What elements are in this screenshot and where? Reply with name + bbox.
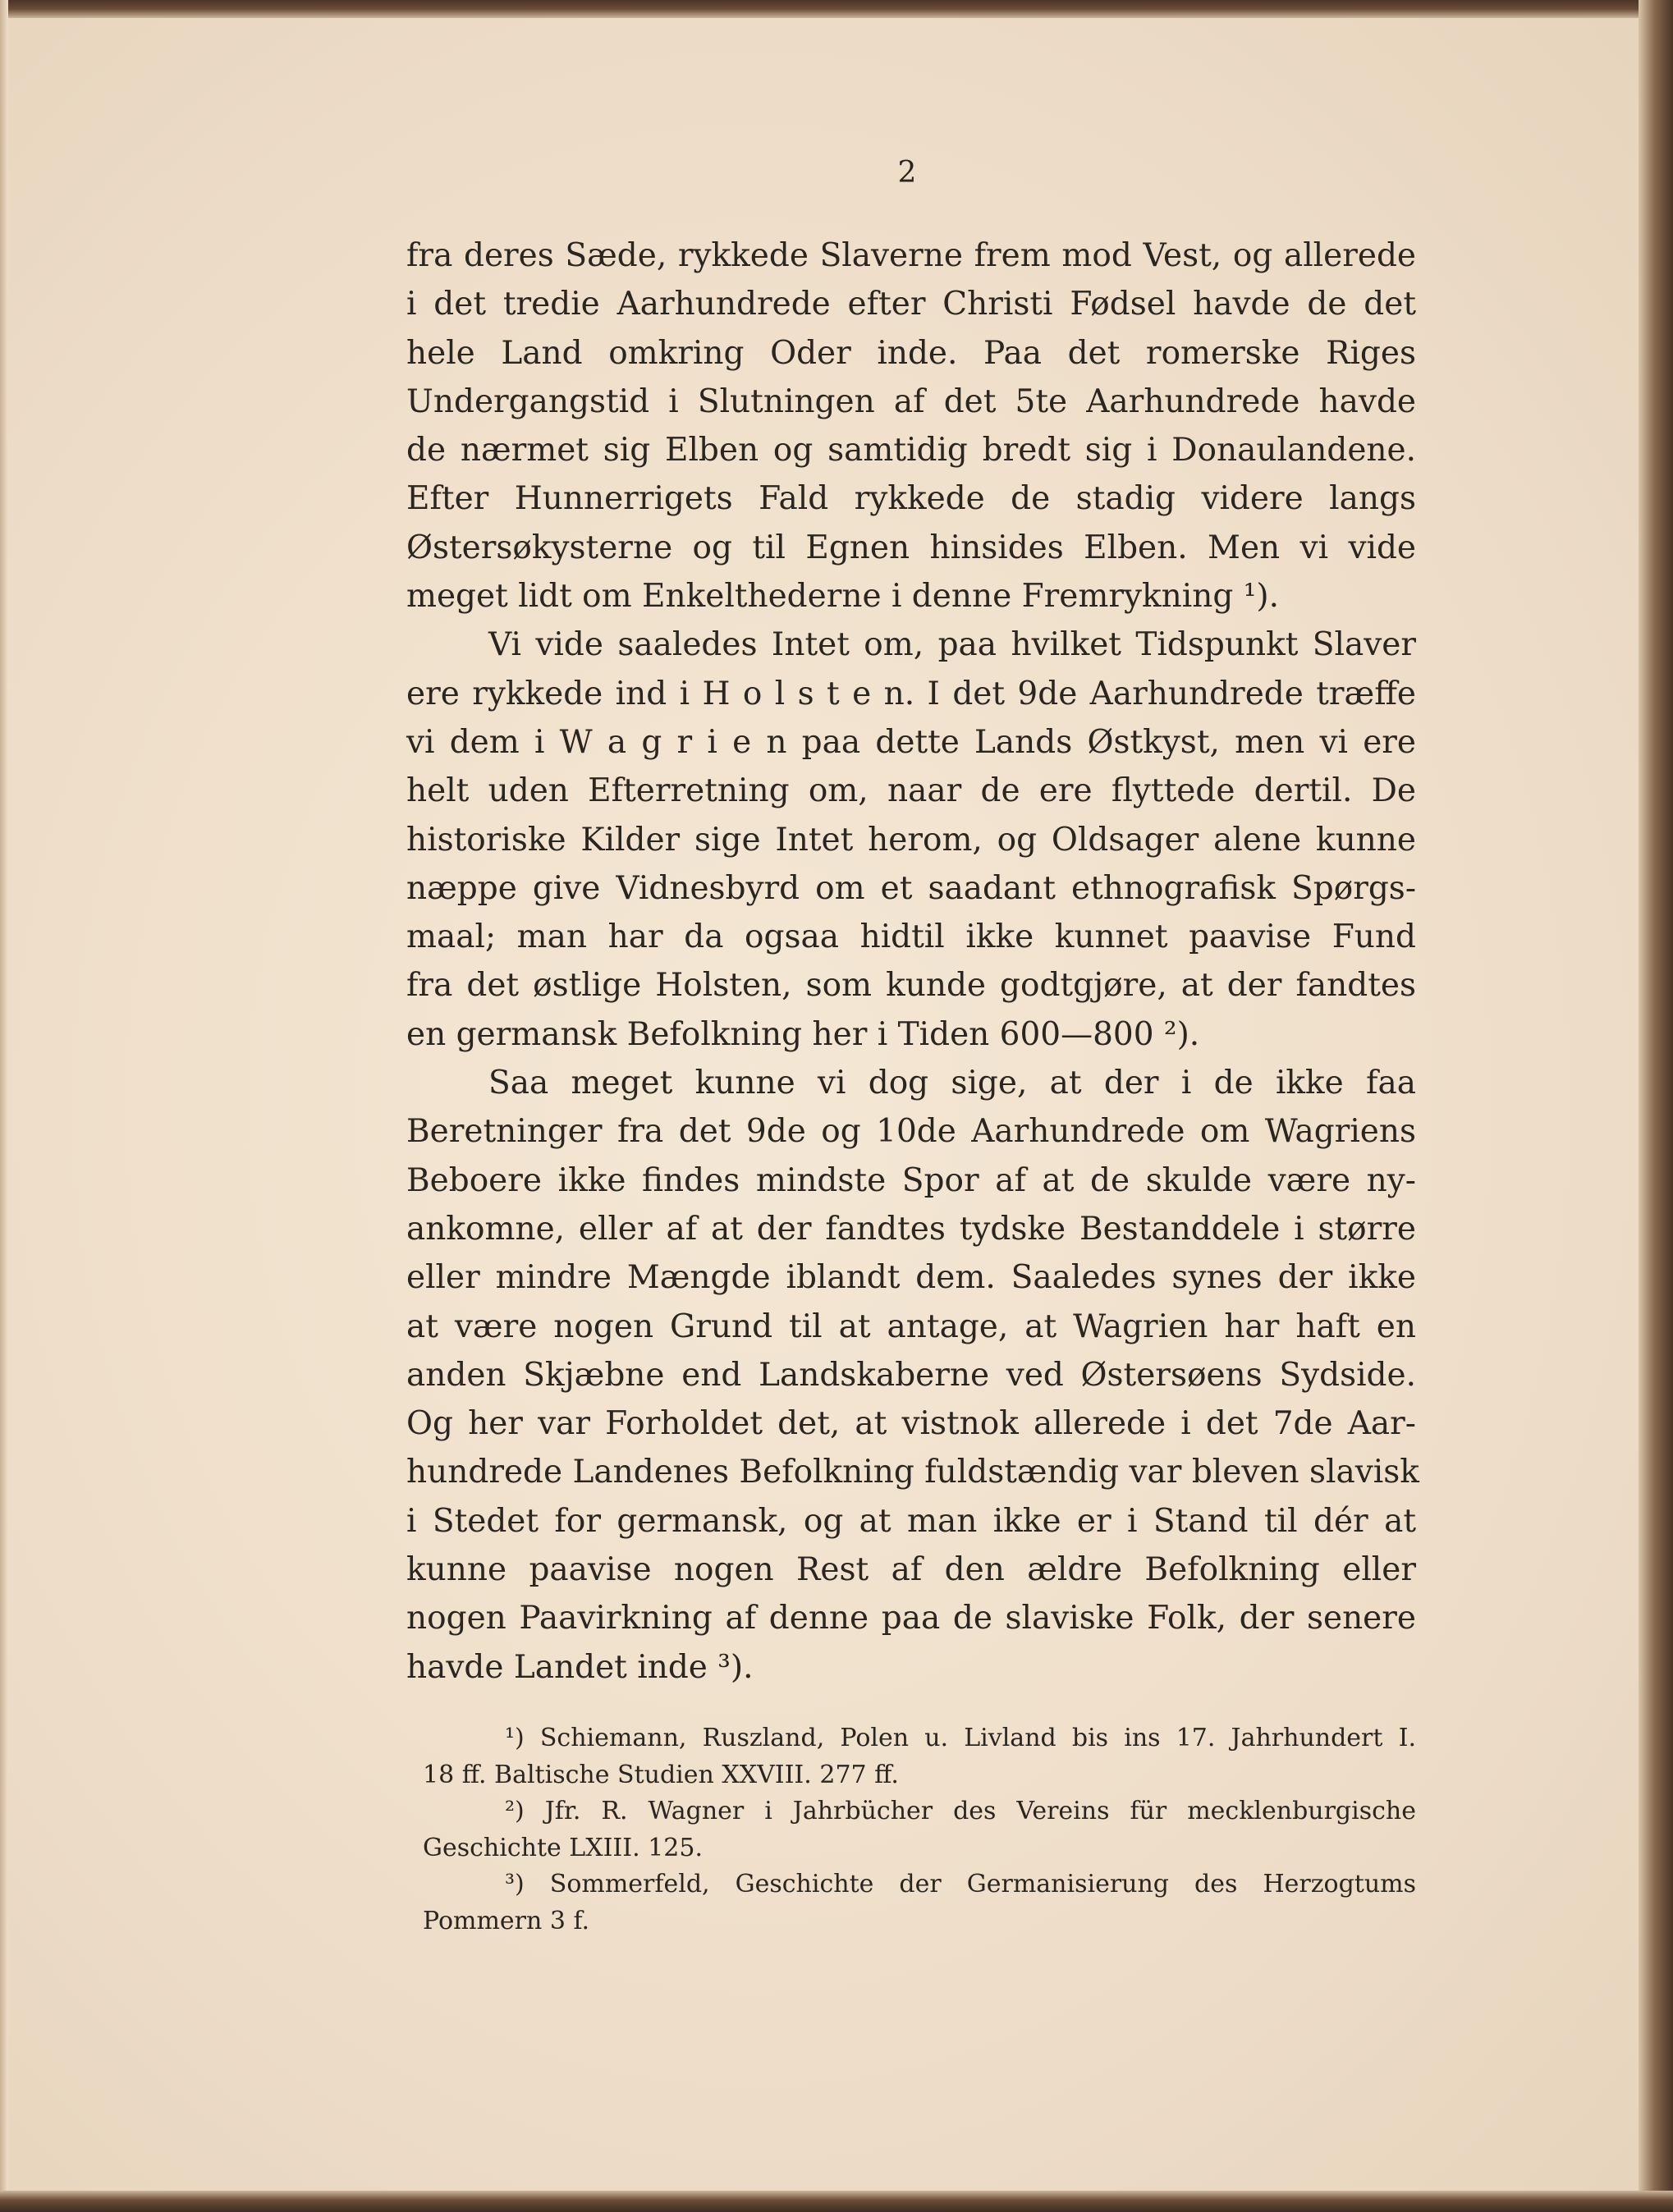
body-line: Saa meget kunne vi dog sige, at der i de ikke faa (488, 1065, 1416, 1102)
body-text (406, 231, 1419, 1692)
body-line: historiske Kilder sige Intet herom, og Oldsager alene kunne (406, 821, 1416, 859)
body-line: Efter Hunnerrigets Fald rykkede de stadig videre langs (406, 480, 1416, 518)
footnote-line: Geschichte LXIII. 125. (423, 1833, 704, 1862)
footnotes (423, 1720, 1416, 1940)
body-line: ankomne, eller af at der fandtes tydske Bestanddele i større (406, 1210, 1416, 1248)
body-line: næppe give Vidnesbyrd om et saadant ethnografisk Spørgs- (406, 869, 1416, 907)
page-number: 2 (897, 156, 917, 190)
body-line: de nærmet sig Elben og samtidig bredt sig i Donaulandene. (406, 432, 1416, 469)
body-line: Beretninger fra det 9de og 10de Aarhundrede om Wagriens (406, 1113, 1416, 1151)
body-line: eller mindre Mængde iblandt dem. Saaledes synes der ikke (406, 1259, 1416, 1297)
body-line: hele Land omkring Oder inde. Paa det romerske Riges (406, 334, 1416, 372)
body-line: i det tredie Aarhundrede efter Christi Fødsel havde de det (406, 286, 1416, 323)
body-line: ere rykkede ind i H o l s t e n. I det 9de Aarhundrede træffe (406, 675, 1416, 712)
body-line: Undergangstid i Slutningen af det 5te Aarhundrede havde (406, 382, 1416, 420)
body-line: en germansk Befolkning her i Tiden 600—800 ²). (406, 1015, 1200, 1053)
body-line: anden Skjæbne end Landskaberne ved Østersøens Sydside. (406, 1356, 1416, 1394)
body-line: i Stedet for germansk, og at man ikke er i Stand til dér at (406, 1502, 1416, 1540)
body-line: Og her var Forholdet det, at vistnok allerede i det 7de Aar- (406, 1405, 1416, 1443)
body-line: meget lidt om Enkelthederne i denne Fremrykning ¹). (406, 578, 1279, 616)
footnote-line: Pommern 3 f. (423, 1906, 590, 1935)
body-line: havde Landet inde ³). (406, 1648, 754, 1686)
body-line: kunne paavise nogen Rest af den ældre Befolkning eller (406, 1551, 1416, 1589)
body-line: at være nogen Grund til at antage, at Wagrien har haft en (406, 1308, 1416, 1345)
body-line: fra det østlige Holsten, som kunde godtgjøre, at der fandtes (406, 967, 1416, 1005)
body-line: fra deres Sæde, rykkede Slaverne frem mod Vest, og allerede (406, 237, 1416, 274)
body-line: hundrede Landenes Befolkning fuldstændig var bleven slavisk (406, 1454, 1419, 1491)
footnote-line: 18 ff. Baltische Studien XXVIII. 277 ff. (423, 1760, 899, 1789)
body-line: maal; man har da ogsaa hidtil ikke kunnet paavise Fund (406, 918, 1416, 956)
footnote-line: ¹) Schiemann, Ruszland, Polen u. Livland bis ins 17. Jahrhundert I. (505, 1724, 1416, 1752)
body-line: helt uden Efterretning om, naar de ere flyttede dertil. De (406, 772, 1416, 810)
footnote-line: ²) Jfr. R. Wagner i Jahrbücher des Vereins für mecklenburgische (505, 1797, 1416, 1825)
body-line: vi dem i W a g r i e n paa dette Lands Østkyst, men vi ere (406, 723, 1416, 761)
page-top-edge (0, 0, 1673, 18)
body-line: nogen Paavirkning af denne paa de slaviske Folk, der senere (406, 1600, 1416, 1637)
page-bottom-edge (0, 2191, 1673, 2212)
body-line: Østersøkysterne og til Egnen hinsides Elben. Men vi vide (406, 529, 1416, 566)
page-left-edge (0, 0, 8, 2212)
body-line: Beboere ikke findes mindste Spor af at de skulde være ny- (406, 1161, 1416, 1199)
footnote-line: ³) Sommerfeld, Geschichte der Germanisierung des Herzogtums (505, 1870, 1416, 1898)
body-line: Vi vide saaledes Intet om, paa hvilket Tidspunkt Slaver (488, 626, 1416, 664)
page-right-edge (1639, 0, 1673, 2212)
